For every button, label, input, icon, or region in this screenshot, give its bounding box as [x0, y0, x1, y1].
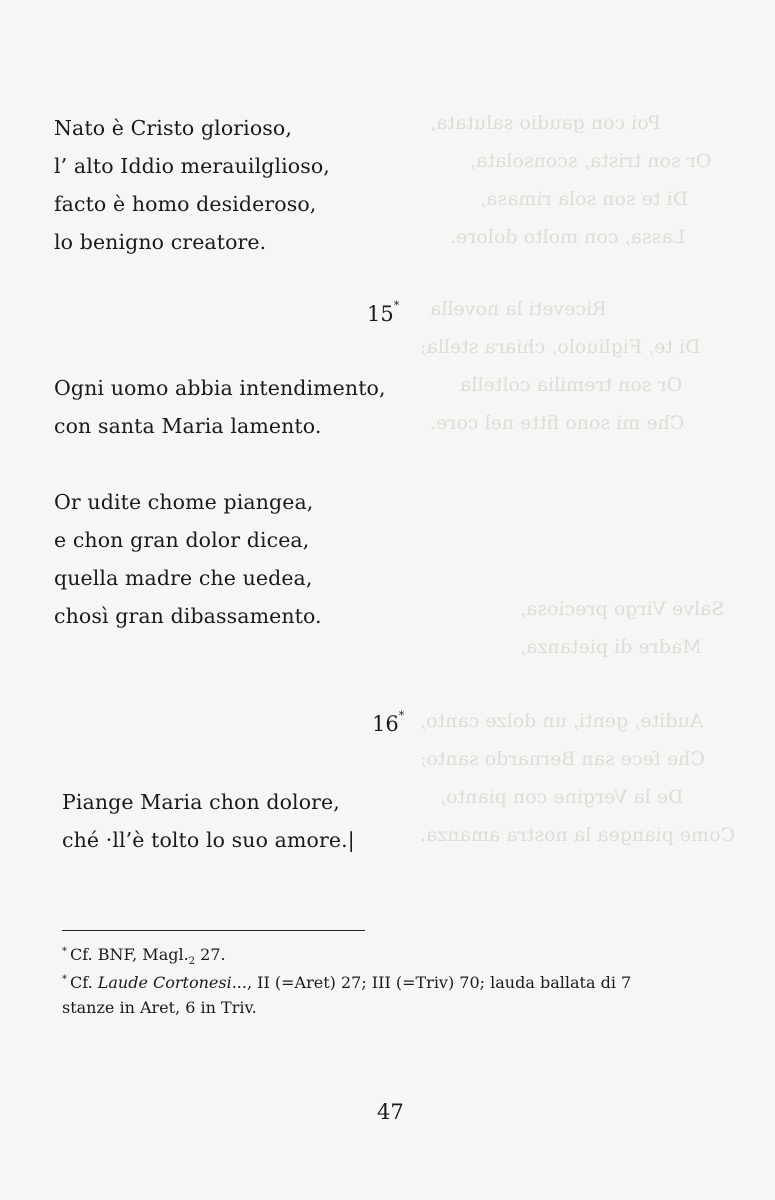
bleed-through-text: Or son tremilia coltella: [460, 374, 683, 396]
verse-line: ché ·ll’è tolto lo suo amore.|: [62, 828, 355, 852]
verse-line: Nato è Cristo glorioso,: [54, 116, 292, 140]
verse-line: chosì gran dibassamento.: [54, 604, 322, 628]
bleed-through-text: Audite, genti, un dolze canto,: [420, 710, 704, 732]
verse-line: facto è homo desideroso,: [54, 192, 317, 216]
footnote-marker: *: [62, 974, 67, 985]
verse-line: lo benigno creatore.: [54, 230, 267, 254]
footnote-subscript: 2: [188, 956, 196, 968]
bleed-through-text: Lassa, con molto dolore.: [450, 226, 686, 248]
verse-line: Ogni uomo abbia intendimento,: [54, 376, 386, 400]
section-number-15: 15*: [367, 299, 400, 326]
verse-line: con santa Maria lamento.: [54, 414, 322, 438]
verse-line: l’ alto Iddio merauilglioso,: [54, 154, 330, 178]
footnote-text: 27.: [195, 945, 226, 964]
verse-line: e chon gran dolor dicea,: [54, 528, 310, 552]
bleed-through-text: Salve Virgo preciosa,: [520, 598, 725, 620]
footnote-2: [62, 973, 631, 992]
bleed-through-text: Poi con gaudio salutata,: [430, 112, 661, 134]
footnote-rule: [62, 930, 365, 931]
note-marker: *: [393, 299, 400, 312]
bleed-through-text: Come piangea la nostra amanza.: [420, 824, 736, 846]
bleed-through-text: Che mi sono fitte nel core.: [430, 412, 685, 434]
footnote-title: Laude Cortonesi...: [97, 973, 247, 992]
footnote-text: Cf. BNF, Magl.: [70, 945, 189, 964]
verse-line: quella madre che uedea,: [54, 566, 313, 590]
verse-line: Piange Maria chon dolore,: [62, 790, 340, 814]
note-marker: *: [398, 709, 405, 722]
footnote-2-line-2: stanze in Aret, 6 in Triv.: [62, 998, 257, 1017]
page-number: 47: [377, 1100, 404, 1124]
bleed-through-text: Di te, Figliuolo, chiara stella;: [420, 336, 701, 358]
footnote-1: [62, 945, 226, 967]
footnote-text: Cf.: [70, 973, 98, 992]
footnote-text: , II (=Aret) 27; III (=Triv) 70; lauda ballata di 7: [246, 973, 632, 992]
footnote-marker: *: [62, 946, 67, 957]
bleed-through-text: Di te son sola rimasa,: [480, 188, 688, 210]
bleed-through-text: Madre di pietanza,: [520, 636, 702, 658]
section-number-16: 16*: [372, 709, 405, 736]
bleed-through-text: Riceveti la novella: [430, 298, 607, 320]
verse-line: Or udite chome piangea,: [54, 490, 314, 514]
bleed-through-text: Or son trista, sconsolata,: [470, 150, 712, 172]
bleed-through-text: Che fece san Bernardo santo;: [420, 748, 705, 770]
bleed-through-text: De la Vergine con pianto,: [440, 786, 684, 808]
